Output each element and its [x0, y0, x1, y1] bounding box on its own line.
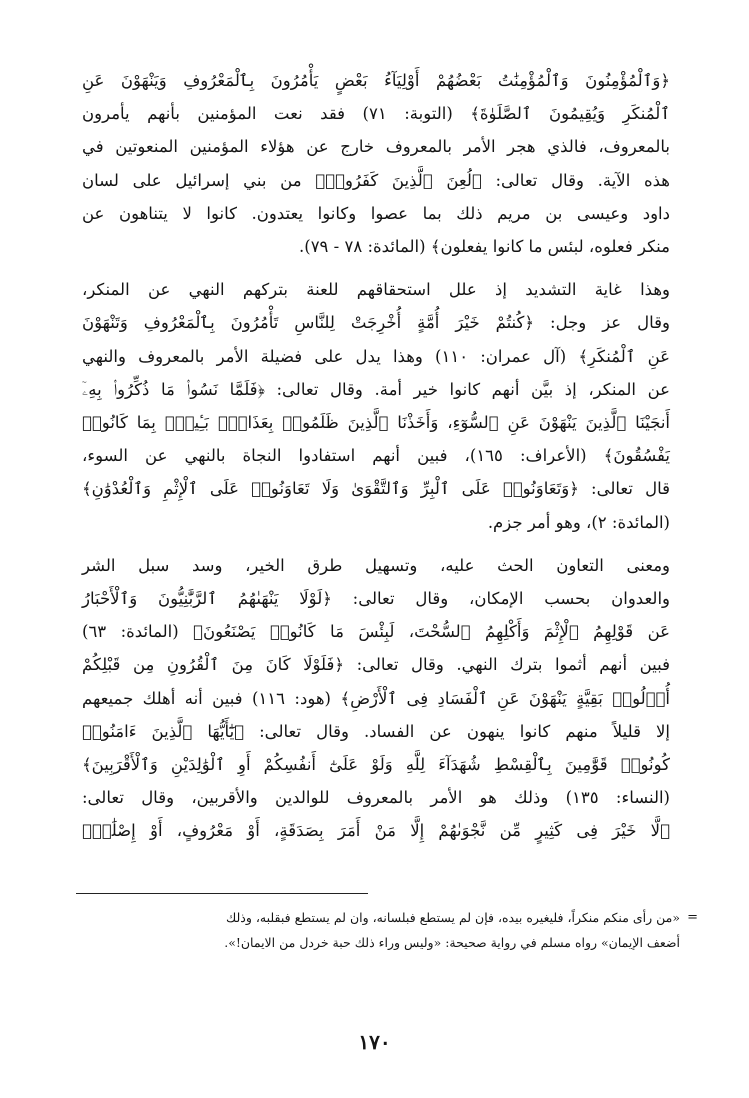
text-line: هذه الآية. وقال تعالى: ﴿لُعِنَ ٱلَّذِينَ كَفَرُوا۟﴾ من بني إسرائيل على لسان	[82, 170, 670, 190]
footnote-marker: =	[687, 910, 698, 925]
text-line: ٱلْمُنكَرِ وَيُقِيمُونَ ٱلصَّلَوٰةَ﴾ (التوبة: ٧١) فقد نعت المؤمنين بأنهم يأمرون	[82, 104, 670, 124]
text-line: عَنِ ٱلْمُنكَرِ﴾ (آل عمران: ١١٠) وهذا يدل على فضيلة الأمر بالمعروف والنهي	[82, 346, 671, 366]
paragraph-2	[82, 273, 670, 539]
text-line: إلا قليلاً منهم كانوا ينهون عن الفساد. وقال تعالى: ﴿يَٰٓأَيُّهَا ٱلَّذِينَ ءَامَنُوا۟	[82, 721, 670, 741]
paragraph-3	[82, 549, 670, 848]
text-line: (النساء: ١٣٥) وذلك هو الأمر بالمعروف للوالدين والأقربين، وقال تعالى:	[82, 788, 670, 808]
text-line: وهذا غاية التشديد إذ علل استحقاقهم للعنة بتركهم النهي عن المنكر،	[82, 280, 670, 300]
text-line: أُو۟لُوا۟ بَقِيَّةٍ يَنْهَوْنَ عَنِ ٱلْفَسَادِ فِى ٱلْأَرْضِ﴾ (هود: ١١٦) فبين أنه أهلك جميعهم	[82, 688, 671, 708]
text-line: كُونُوا۟ قَوَّٰمِينَ بِٱلْقِسْطِ شُهَدَآءَ لِلَّهِ وَلَوْ عَلَىٰٓ أَنفُسِكُمْ أَوِ ٱلْوَٰلِدَيْنِ وَٱلْأَقْرَبِينَ﴾	[82, 755, 670, 775]
text-line: أَنجَيْنَا ٱلَّذِينَ يَنْهَوْنَ عَنِ ٱلسُّوٓءِ، وَأَخَذْنَا ٱلَّذِينَ ظَلَمُوا۟ بِعَذَابٍۭ بَـِٔيسٍۭ بِمَا كَانُوا۟	[82, 413, 670, 433]
text-line: يَفْسُقُونَ﴾ (الأعراف: ١٦٥)، فبين أنهم استفادوا النجاة بالنهي عن السوء،	[82, 446, 670, 466]
text-line: قال تعالى: ﴿وَتَعَاوَنُوا۟ عَلَى ٱلْبِرِّ وَٱلتَّقْوَىٰ وَلَا تَعَاوَنُوا۟ عَلَى ٱلْإِثْمِ وَٱلْعُدْوَٰنِ﴾	[82, 479, 670, 499]
footnote-divider	[76, 893, 368, 894]
paragraph-1	[82, 64, 670, 263]
text-line: داود وعيسى بن مريم ذلك بما عصوا وكانوا يعتدون. كانوا لا يتناهون عن	[82, 203, 670, 223]
text-line: ﴿لَّا خَيْرَ فِى كَثِيرٍ مِّن نَّجْوَىٰهُمْ إِلَّا مَنْ أَمَرَ بِصَدَقَةٍ، أَوْ مَعْرُوفٍ، أَوْ إِصْلَٰحٍۭ	[82, 821, 670, 841]
text-line: عن المنكر، إذ بيَّن أنهم كانوا خير أمة. وقال تعالى: ﴿فَلَمَّا نَسُوا۟ مَا ذُكِّرُوا۟ بِهِۦٓ	[82, 379, 670, 399]
main-text	[82, 64, 670, 848]
text-line: ومعنى التعاون الحث عليه، وتسهيل طرق الخير، وسد سبل الشر	[82, 555, 670, 575]
text-line: عَن قَوْلِهِمُ ٱلْإِثْمَ وَأَكْلِهِمُ ٱلسُّحْتَ، لَبِئْسَ مَا كَانُوا۟ يَصْنَعُونَ﴾ (المائدة: ٦٣)	[82, 622, 670, 642]
text-line: بالمعروف، فالذي هجر الأمر بالمعروف خارج عن هؤلاء المؤمنين المنعوتين في	[82, 137, 670, 157]
footnote	[80, 905, 698, 955]
footnote-line: «من رأى منكم منكراً، فليغيره بيده، فإن لم يستطع فبلسانه، وان لم يستطع فبقلبه، وذلك	[225, 910, 680, 925]
text-line: (المائدة: ٢)، وهو أمر جزم.	[487, 512, 670, 532]
text-line: فبين أنهم أثموا بترك النهي. وقال تعالى: ﴿فَلَوْلَا كَانَ مِنَ ٱلْقُرُونِ مِن قَبْلِكُمْ	[82, 655, 670, 675]
page-number: ١٧٠	[358, 1030, 391, 1054]
text-line: والعدوان بحسب الإمكان، وقال تعالى: ﴿لَوْلَا يَنْهَىٰهُمُ ٱلرَّبَّٰنِيُّونَ وَٱلْأَحْبَارُ	[82, 589, 670, 609]
text-line: وقال عز وجل: ﴿كُنتُمْ خَيْرَ أُمَّةٍ أُخْرِجَتْ لِلنَّاسِ تَأْمُرُونَ بِٱلْمَعْرُوفِ وَتَنْهَوْنَ	[82, 313, 670, 333]
text-line: ﴿وَٱلْمُؤْمِنُونَ وَٱلْمُؤْمِنَٰتُ بَعْضُهُمْ أَوْلِيَآءُ بَعْضٍ يَأْمُرُونَ بِٱلْمَعْرُوفِ وَيَنْهَوْنَ عَنِ	[82, 71, 670, 90]
text-line: منكر فعلوه، لبئس ما كانوا يفعلون﴾ (المائدة: ٧٨ - ٧٩).	[299, 237, 670, 257]
footnote-line: أضعف الإيمان» رواه مسلم في رواية صحيحة: «وليس وراء ذلك حبة خردل من الايمان!».	[224, 935, 680, 950]
